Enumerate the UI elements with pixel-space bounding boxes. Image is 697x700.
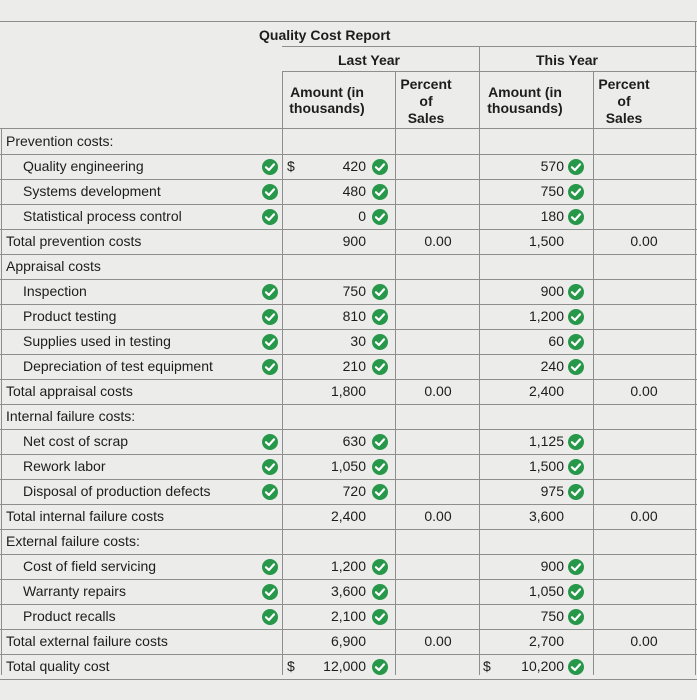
grid-line — [0, 579, 697, 580]
check-icon — [372, 609, 388, 625]
row-label: External failure costs: — [6, 533, 140, 549]
last-year-amount[interactable]: 30 — [350, 333, 366, 349]
this-year-amount[interactable]: 2,400 — [528, 383, 564, 399]
checkmark-glyph — [372, 609, 388, 625]
row-label: Rework labor — [23, 458, 106, 474]
grid-line — [0, 329, 697, 330]
this-year-percent[interactable]: 0.00 — [630, 633, 658, 649]
currency-symbol: $ — [287, 658, 295, 674]
check-icon — [372, 584, 388, 600]
row-label: Product recalls — [23, 608, 116, 624]
row-label: Warranty repairs — [23, 583, 126, 599]
grid-line — [0, 379, 697, 380]
grid-line — [1, 128, 2, 675]
grid-line — [0, 21, 697, 22]
grid-line — [593, 71, 594, 675]
grid-line — [0, 429, 697, 430]
check-icon — [372, 309, 388, 325]
this-year-amount[interactable]: 60 — [548, 333, 564, 349]
this-year-amount[interactable]: 900 — [540, 283, 564, 299]
grid-line — [282, 71, 697, 72]
last-year-amount[interactable]: 1,800 — [330, 383, 366, 399]
checkmark-glyph — [372, 459, 388, 475]
checkmark-glyph — [568, 584, 584, 600]
ly-percent-header-line3: Sales — [407, 110, 445, 126]
last-year-amount[interactable]: 2,400 — [330, 508, 366, 524]
check-icon — [568, 434, 584, 450]
check-icon — [568, 284, 584, 300]
check-icon — [372, 209, 388, 225]
check-icon — [568, 359, 584, 375]
row-label: Quality engineering — [23, 158, 144, 174]
ty-amount-header-line1: Amount (in — [488, 84, 562, 100]
check-icon — [262, 159, 278, 175]
checkmark-glyph — [262, 559, 278, 575]
checkmark-glyph — [262, 609, 278, 625]
checkmark-glyph — [568, 559, 584, 575]
checkmark-glyph — [372, 209, 388, 225]
grid-line — [395, 71, 396, 675]
check-icon — [372, 484, 388, 500]
ly-percent-header-line1: Percent — [400, 76, 452, 92]
checkmark-glyph — [372, 184, 388, 200]
check-icon — [372, 159, 388, 175]
last-year-amount[interactable]: 2,100 — [330, 608, 366, 624]
last-year-amount[interactable]: 0 — [358, 208, 366, 224]
check-icon — [568, 159, 584, 175]
report-title: Quality Cost Report — [259, 27, 391, 43]
row-label: Internal failure costs: — [6, 408, 136, 424]
this-year-amount[interactable]: 3,600 — [528, 508, 564, 524]
check-icon — [262, 334, 278, 350]
check-icon — [262, 434, 278, 450]
check-icon — [372, 434, 388, 450]
checkmark-glyph — [262, 184, 278, 200]
ly-amount-header-line1: Amount (in — [290, 84, 364, 100]
checkmark-glyph — [372, 584, 388, 600]
row-label: Depreciation of test equipment — [23, 358, 213, 374]
grid-line — [0, 454, 697, 455]
checkmark-glyph — [568, 184, 584, 200]
checkmark-glyph — [262, 284, 278, 300]
checkmark-glyph — [262, 209, 278, 225]
check-icon — [372, 284, 388, 300]
this-year-amount[interactable]: 1,500 — [528, 233, 564, 249]
checkmark-glyph — [568, 284, 584, 300]
this-year-header: This Year — [536, 52, 599, 68]
checkmark-glyph — [372, 659, 388, 675]
last-year-amount[interactable]: 1,200 — [330, 558, 366, 574]
row-label: Total quality cost — [6, 658, 110, 674]
last-year-amount[interactable]: 1,050 — [330, 458, 366, 474]
check-icon — [568, 609, 584, 625]
last-year-amount[interactable]: 810 — [342, 308, 366, 324]
row-label: Inspection — [23, 283, 87, 299]
grid-line — [0, 179, 697, 180]
checkmark-glyph — [262, 459, 278, 475]
check-icon — [262, 209, 278, 225]
checkmark-glyph — [372, 359, 388, 375]
grid-line — [695, 21, 696, 675]
this-year-amount[interactable]: 180 — [540, 208, 564, 224]
checkmark-glyph — [372, 559, 388, 575]
last-year-percent[interactable]: 0.00 — [424, 383, 452, 399]
checkmark-glyph — [262, 584, 278, 600]
check-icon — [262, 609, 278, 625]
grid-line — [0, 654, 697, 655]
check-icon — [568, 334, 584, 350]
checkmark-glyph — [568, 159, 584, 175]
last-year-amount[interactable]: 630 — [342, 433, 366, 449]
last-year-amount[interactable]: 3,600 — [330, 583, 366, 599]
ty-amount-header-line2: thousands) — [487, 100, 563, 116]
check-icon — [262, 559, 278, 575]
grid-line — [479, 46, 480, 675]
checkmark-glyph — [568, 434, 584, 450]
row-label: Supplies used in testing — [23, 333, 171, 349]
row-label: Product testing — [23, 308, 117, 324]
this-year-amount[interactable]: 750 — [540, 183, 564, 199]
this-year-amount[interactable]: 240 — [540, 358, 564, 374]
check-icon — [372, 459, 388, 475]
grid-line — [0, 554, 697, 555]
grid-line — [0, 504, 697, 505]
this-year-amount[interactable]: 975 — [540, 483, 564, 499]
this-year-amount[interactable]: 10,200 — [521, 658, 564, 674]
check-icon — [568, 459, 584, 475]
ly-amount-header-line2: thousands) — [289, 100, 365, 116]
grid-line — [0, 204, 697, 205]
checkmark-glyph — [372, 159, 388, 175]
grid-line — [0, 404, 697, 405]
grid-line — [0, 479, 697, 480]
row-label: Cost of field servicing — [23, 558, 157, 574]
grid-line — [0, 154, 697, 155]
checkmark-glyph — [568, 209, 584, 225]
grid-line — [0, 229, 697, 230]
row-label: Net cost of scrap — [23, 433, 129, 449]
currency-symbol: $ — [287, 158, 295, 174]
row-label: Total prevention costs — [6, 233, 142, 249]
check-icon — [568, 309, 584, 325]
check-icon — [568, 659, 584, 675]
this-year-amount[interactable]: 1,050 — [528, 583, 564, 599]
grid-line — [0, 529, 697, 530]
checkmark-glyph — [262, 359, 278, 375]
ty-percent-header-line2: of — [617, 93, 631, 109]
grid-line — [0, 629, 697, 630]
checkmark-glyph — [262, 159, 278, 175]
ty-percent-header-line1: Percent — [598, 76, 650, 92]
checkmark-glyph — [568, 659, 584, 675]
row-label: Total appraisal costs — [6, 383, 133, 399]
check-icon — [262, 484, 278, 500]
checkmark-glyph — [568, 359, 584, 375]
checkmark-glyph — [262, 309, 278, 325]
check-icon — [372, 659, 388, 675]
checkmark-glyph — [262, 434, 278, 450]
this-year-percent[interactable]: 0.00 — [630, 233, 658, 249]
this-year-amount[interactable]: 1,500 — [528, 458, 564, 474]
check-icon — [372, 184, 388, 200]
last-year-amount[interactable]: 6,900 — [330, 633, 366, 649]
this-year-amount[interactable]: 1,125 — [528, 433, 564, 449]
this-year-amount[interactable]: 570 — [540, 158, 564, 174]
this-year-amount[interactable]: 2,700 — [528, 633, 564, 649]
last-year-amount[interactable]: 900 — [342, 233, 366, 249]
grid-line — [0, 254, 697, 255]
checkmark-glyph — [568, 459, 584, 475]
last-year-amount[interactable]: 720 — [342, 483, 366, 499]
last-year-header: Last Year — [338, 52, 401, 68]
this-year-percent[interactable]: 0.00 — [630, 508, 658, 524]
checkmark-glyph — [568, 484, 584, 500]
last-year-amount[interactable]: 210 — [342, 358, 366, 374]
grid-line — [0, 604, 697, 605]
last-year-amount[interactable]: 750 — [342, 283, 366, 299]
check-icon — [372, 334, 388, 350]
check-icon — [372, 359, 388, 375]
this-year-percent[interactable]: 0.00 — [630, 383, 658, 399]
check-icon — [568, 584, 584, 600]
last-year-amount[interactable]: 480 — [342, 183, 366, 199]
check-icon — [262, 184, 278, 200]
checkmark-glyph — [262, 484, 278, 500]
row-label: Prevention costs: — [6, 133, 114, 149]
ly-percent-header-line2: of — [419, 93, 433, 109]
checkmark-glyph — [372, 284, 388, 300]
check-icon — [262, 284, 278, 300]
check-icon — [568, 209, 584, 225]
row-label: Disposal of production defects — [23, 483, 211, 499]
last-year-amount[interactable]: 420 — [342, 158, 366, 174]
checkmark-glyph — [568, 334, 584, 350]
last-year-percent[interactable]: 0.00 — [424, 508, 452, 524]
checkmark-glyph — [372, 434, 388, 450]
checkmark-glyph — [568, 609, 584, 625]
grid-line — [0, 354, 697, 355]
checkmark-glyph — [372, 334, 388, 350]
grid-line — [282, 46, 697, 47]
currency-symbol: $ — [483, 658, 491, 674]
check-icon — [372, 559, 388, 575]
check-icon — [262, 459, 278, 475]
checkmark-glyph — [372, 484, 388, 500]
last-year-amount[interactable]: 12,000 — [323, 658, 366, 674]
check-icon — [568, 484, 584, 500]
this-year-amount[interactable]: 750 — [540, 608, 564, 624]
check-icon — [262, 359, 278, 375]
row-label: Total internal failure costs — [6, 508, 164, 524]
checkmark-glyph — [372, 309, 388, 325]
row-label: Statistical process control — [23, 208, 182, 224]
row-label: Total external failure costs — [6, 633, 168, 649]
ty-percent-header-line3: Sales — [605, 110, 643, 126]
grid-line — [0, 304, 697, 305]
check-icon — [568, 184, 584, 200]
checkmark-glyph — [568, 309, 584, 325]
check-icon — [568, 559, 584, 575]
check-icon — [262, 309, 278, 325]
check-icon — [262, 584, 278, 600]
this-year-amount[interactable]: 900 — [540, 558, 564, 574]
last-year-percent[interactable]: 0.00 — [424, 233, 452, 249]
this-year-amount[interactable]: 1,200 — [528, 308, 564, 324]
grid-line — [0, 279, 697, 280]
grid-line — [0, 679, 697, 680]
last-year-percent[interactable]: 0.00 — [424, 633, 452, 649]
grid-line — [282, 71, 283, 675]
row-label: Appraisal costs — [6, 258, 101, 274]
checkmark-glyph — [262, 334, 278, 350]
row-label: Systems development — [23, 183, 161, 199]
